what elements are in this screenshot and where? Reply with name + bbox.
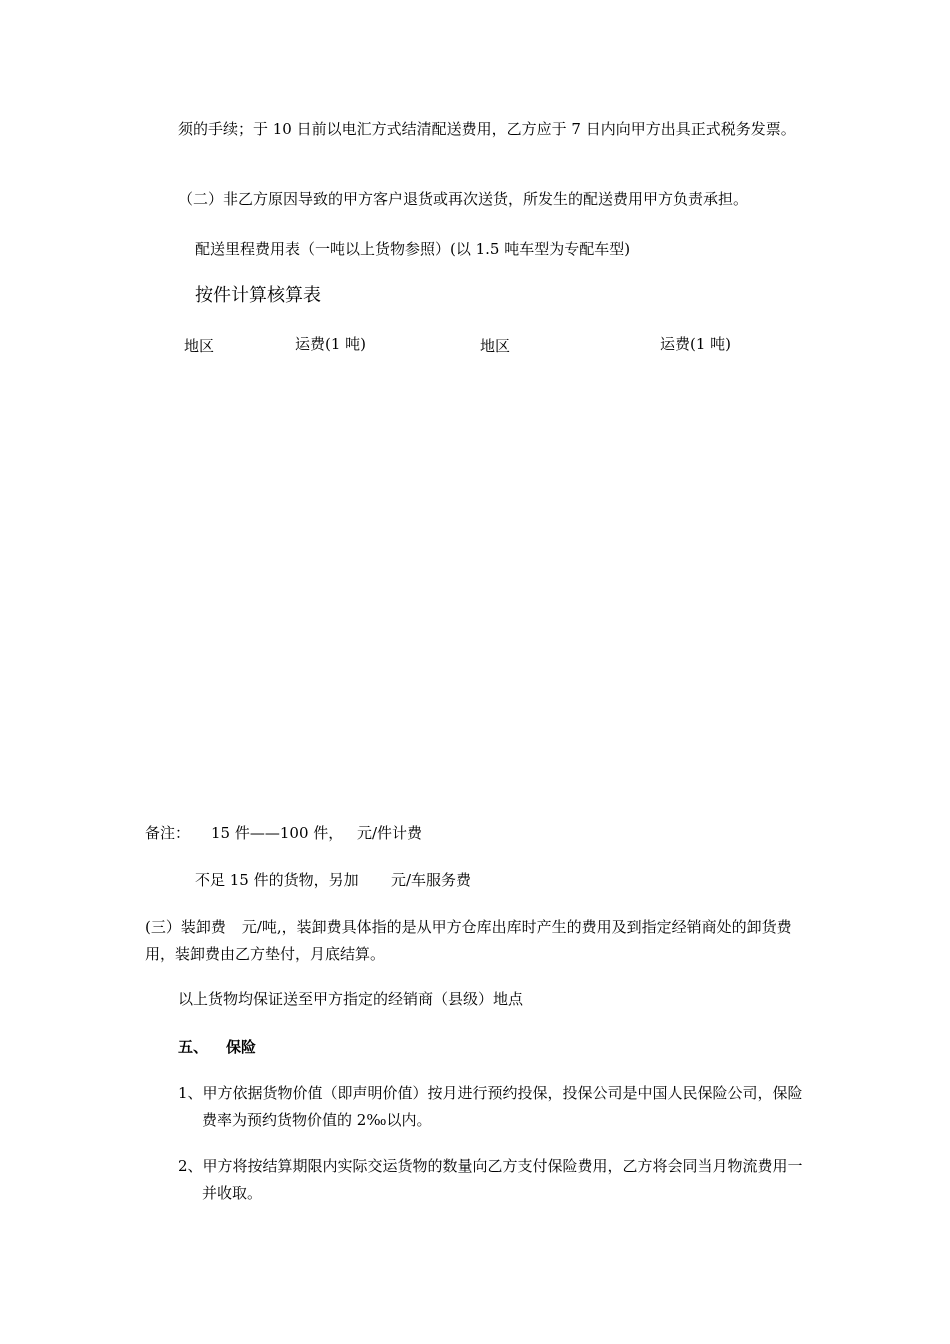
note-line-1-range: 15 件——100 件， bbox=[211, 824, 344, 842]
section-number: 五、 bbox=[178, 1038, 209, 1056]
insurance-item-2: 2、甲方将按结算期限内实际交运货物的数量向乙方支付保险费用，乙方将会同当月物流费用一并收取。 bbox=[178, 1157, 803, 1202]
return-paragraph: （二）非乙方原因导致的甲方客户退货或再次送货，所发生的配送费用甲方负责承担。 bbox=[178, 190, 749, 208]
note-line-1-rate: 元/件计费 bbox=[357, 824, 423, 842]
piece-table-title: 按件计算核算表 bbox=[195, 285, 321, 306]
mileage-table-title: 配送里程费用表（一吨以上货物参照）(以 1.5 吨车型为专配车型) bbox=[195, 240, 631, 258]
section-title: 保险 bbox=[226, 1038, 257, 1056]
table-header-fee-2: 运费(1 吨) bbox=[660, 335, 732, 353]
table-header-region-2: 地区 bbox=[480, 337, 511, 355]
table-header-region-1: 地区 bbox=[184, 337, 215, 355]
loading-fee-text: 元/吨,，装卸费具体指的是从甲方仓库出库时产生的费用及到指定经销商处的卸货费用，装卸费由乙方垫付，月底结算。 bbox=[145, 918, 792, 963]
note-line-2-fee: 元/车服务费 bbox=[391, 871, 472, 889]
note-line-2-condition: 不足 15 件的货物，另加 bbox=[195, 871, 359, 889]
loading-fee-label: (三）装卸费 bbox=[145, 918, 226, 936]
insurance-item-1: 1、甲方依据货物价值（即声明价值）按月进行预约投保，投保公司是中国人民保险公司，保险费率为预约货物价值的 2‰以内。 bbox=[178, 1084, 803, 1129]
table-header-fee-1: 运费(1 吨) bbox=[295, 335, 367, 353]
payment-paragraph: 须的手续；于 10 日前以电汇方式结清配送费用，乙方应于 7 日内向甲方出具正式税务发票。 bbox=[178, 120, 796, 138]
note-label: 备注： bbox=[145, 824, 191, 842]
delivery-paragraph: 以上货物均保证送至甲方指定的经销商（县级）地点 bbox=[178, 990, 524, 1008]
loading-fee-paragraph bbox=[145, 914, 810, 968]
